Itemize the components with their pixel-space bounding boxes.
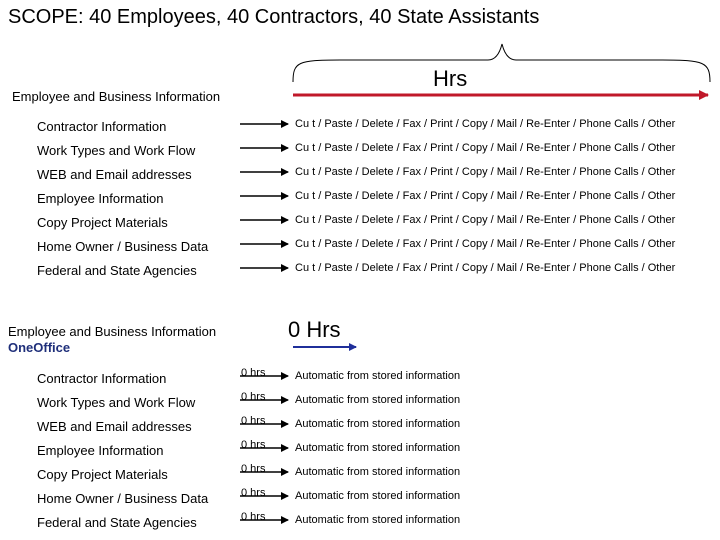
oneoffice-row-description: Automatic from stored information [295, 370, 461, 382]
timeline-brace [293, 44, 710, 82]
oneoffice-row-label: Federal and State Agencies [37, 515, 197, 530]
manual-row-label: Employee Information [37, 191, 164, 206]
oneoffice-section-subheading: OneOffice [8, 340, 71, 355]
oneoffice-row-hours: 0 hrs [241, 439, 266, 451]
manual-row-description: Cu t / Paste / Delete / Fax / Print / Copy / Mail / Re-Enter / Phone Calls / Other [295, 118, 676, 130]
oneoffice-row-description: Automatic from stored information [295, 418, 461, 430]
manual-row-label: Work Types and Work Flow [37, 143, 196, 158]
oneoffice-row-label: Copy Project Materials [37, 467, 168, 482]
page-title: SCOPE: 40 Employees, 40 Contractors, 40 State Assistants [8, 6, 540, 28]
manual-row-label: WEB and Email addresses [37, 167, 192, 182]
oneoffice-row-hours: 0 hrs [241, 511, 266, 523]
oneoffice-row-description: Automatic from stored information [295, 466, 461, 478]
oneoffice-row-description: Automatic from stored information [295, 394, 461, 406]
oneoffice-row-description: Automatic from stored information [295, 514, 461, 526]
manual-row-description: Cu t / Paste / Delete / Fax / Print / Copy / Mail / Re-Enter / Phone Calls / Other [295, 142, 676, 154]
oneoffice-row-description: Automatic from stored information [295, 490, 461, 502]
oneoffice-row-label: WEB and Email addresses [37, 419, 192, 434]
oneoffice-row-label: Contractor Information [37, 371, 167, 386]
oneoffice-row-label: Home Owner / Business Data [37, 491, 209, 506]
oneoffice-row-label: Employee Information [37, 443, 164, 458]
oneoffice-row-label: Work Types and Work Flow [37, 395, 196, 410]
oneoffice-row-description: Automatic from stored information [295, 442, 461, 454]
manual-section-heading: Employee and Business Information [12, 89, 221, 104]
manual-row-description: Cu t / Paste / Delete / Fax / Print / Copy / Mail / Re-Enter / Phone Calls / Other [295, 190, 676, 202]
oneoffice-section-heading: Employee and Business Information [8, 324, 217, 339]
oneoffice-row-hours: 0 hrs [241, 415, 266, 427]
manual-hours-label: Hrs [433, 66, 468, 91]
manual-row-description: Cu t / Paste / Delete / Fax / Print / Copy / Mail / Re-Enter / Phone Calls / Other [295, 166, 676, 178]
manual-row-label: Contractor Information [37, 119, 167, 134]
oneoffice-hours-label: 0 Hrs [288, 317, 341, 342]
oneoffice-row-hours: 0 hrs [241, 463, 266, 475]
oneoffice-row-hours: 0 hrs [241, 391, 266, 403]
manual-row-description: Cu t / Paste / Delete / Fax / Print / Copy / Mail / Re-Enter / Phone Calls / Other [295, 262, 676, 274]
oneoffice-row-hours: 0 hrs [241, 487, 266, 499]
manual-row-description: Cu t / Paste / Delete / Fax / Print / Copy / Mail / Re-Enter / Phone Calls / Other [295, 214, 676, 226]
manual-row-label: Copy Project Materials [37, 215, 168, 230]
manual-row-description: Cu t / Paste / Delete / Fax / Print / Copy / Mail / Re-Enter / Phone Calls / Other [295, 238, 676, 250]
manual-row-label: Home Owner / Business Data [37, 239, 209, 254]
manual-row-label: Federal and State Agencies [37, 263, 197, 278]
oneoffice-row-hours: 0 hrs [241, 367, 266, 379]
